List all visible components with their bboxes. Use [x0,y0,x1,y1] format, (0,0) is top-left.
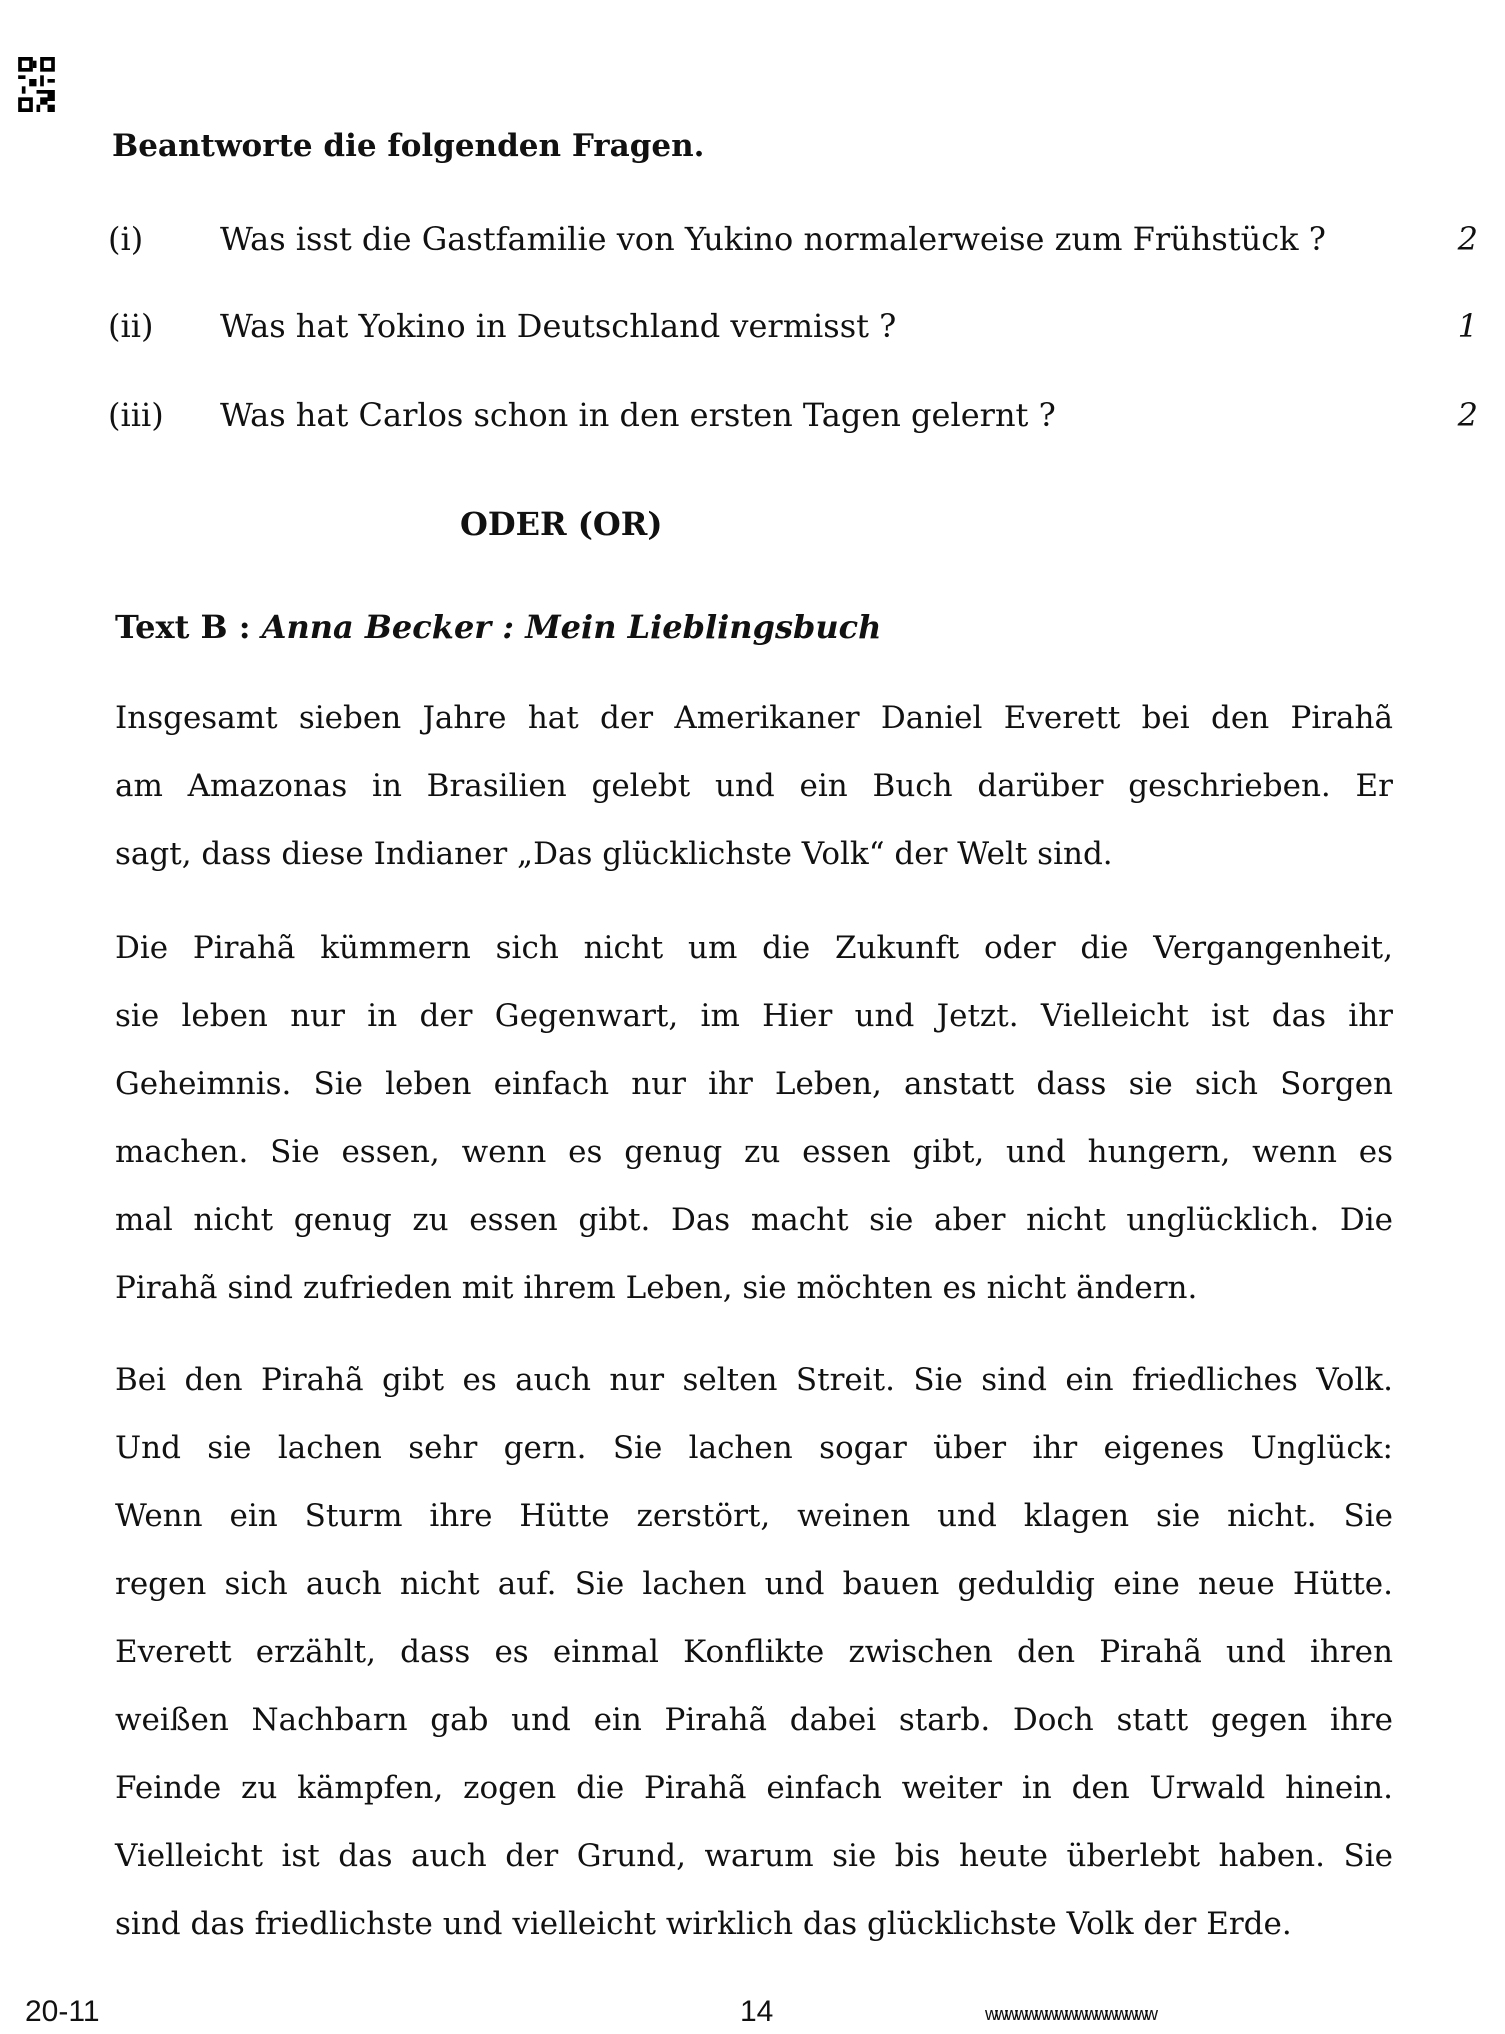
paper-code: 20-11 [25,1995,100,2028]
paragraph-line: sagt, dass diese Indianer „Das glücklichste Volk“ der Welt sind. [115,836,1113,872]
question-text: Was isst die Gastfamilie von Yukino normalerweise zum Frühstück ? [220,220,1326,258]
paragraph-line: Feinde zu kämpfen, zogen die Pirahã einfach weiter in den Urwald hinein. [115,1770,1393,1806]
paragraph-line: weißen Nachbarn gab und ein Pirahã dabei starb. Doch statt gegen ihre [115,1702,1393,1738]
paragraph-line: machen. Sie essen, wenn es genug zu essen gibt, und hungern, wenn es [115,1134,1393,1170]
section-heading: Beantworte die folgenden Fragen. [112,128,705,164]
paragraph-line: regen sich auch nicht auf. Sie lachen und bauen geduldig eine neue Hütte. [115,1566,1393,1602]
paragraph-line: Geheimnis. Sie leben einfach nur ihr Leben, anstatt dass sie sich Sorgen [115,1066,1393,1102]
paragraph-line: Bei den Pirahã gibt es auch nur selten Streit. Sie sind ein friedliches Volk. [115,1362,1393,1398]
question-number: (iii) [108,396,164,434]
page-number: 14 [740,1995,774,2028]
question-text: Was hat Yokino in Deutschland vermisst ? [220,307,897,345]
question-number: (ii) [108,307,154,345]
paragraph-line: Insgesamt sieben Jahre hat der Amerikaner Daniel Everett bei den Pirahã [115,700,1393,736]
paragraph-line: mal nicht genug zu essen gibt. Das macht sie aber nicht unglücklich. Die [115,1202,1393,1238]
or-divider: ODER (OR) [460,505,663,543]
qr-code [18,57,55,112]
squiggle-line: ᴡᴡᴡᴡᴡᴡᴡᴡᴡᴡᴡᴡᴡᴡᴡᴡᴡ [985,2004,1155,2024]
paragraph-1 [115,684,1393,888]
paragraph-line: Die Pirahã kümmern sich nicht um die Zukunft oder die Vergangenheit, [115,930,1393,966]
paragraph-line: Wenn ein Sturm ihre Hütte zerstört, weinen und klagen sie nicht. Sie [115,1498,1393,1534]
paragraph-line: Vielleicht ist das auch der Grund, warum sie bis heute überlebt haben. Sie [115,1838,1393,1874]
paragraph-3 [115,1346,1393,1958]
question-number: (i) [108,220,144,258]
question-marks: 2 [1457,396,1478,434]
paragraph-line: Pirahã sind zufrieden mit ihrem Leben, sie möchten es nicht ändern. [115,1270,1198,1306]
paragraph-line: Und sie lachen sehr gern. Sie lachen sogar über ihr eigenes Unglück: [115,1430,1393,1466]
question-text: Was hat Carlos schon in den ersten Tagen gelernt ? [220,396,1056,434]
paragraph-line: am Amazonas in Brasilien gelebt und ein Buch darüber geschrieben. Er [115,768,1393,804]
text-b-title [115,608,881,646]
question-marks: 1 [1457,307,1478,345]
text-b-book-title: Anna Becker : Mein Lieblingsbuch [261,608,882,646]
paragraph-line: Everett erzählt, dass es einmal Konflikte zwischen den Pirahã und ihren [115,1634,1393,1670]
paragraph-2 [115,914,1393,1322]
text-b-label: Text B : [115,608,251,646]
paragraph-line: sind das friedlichste und vielleicht wirklich das glücklichste Volk der Erde. [115,1906,1292,1942]
paragraph-line: sie leben nur in der Gegenwart, im Hier und Jetzt. Vielleicht ist das ihr [115,998,1393,1034]
question-marks: 2 [1457,220,1478,258]
